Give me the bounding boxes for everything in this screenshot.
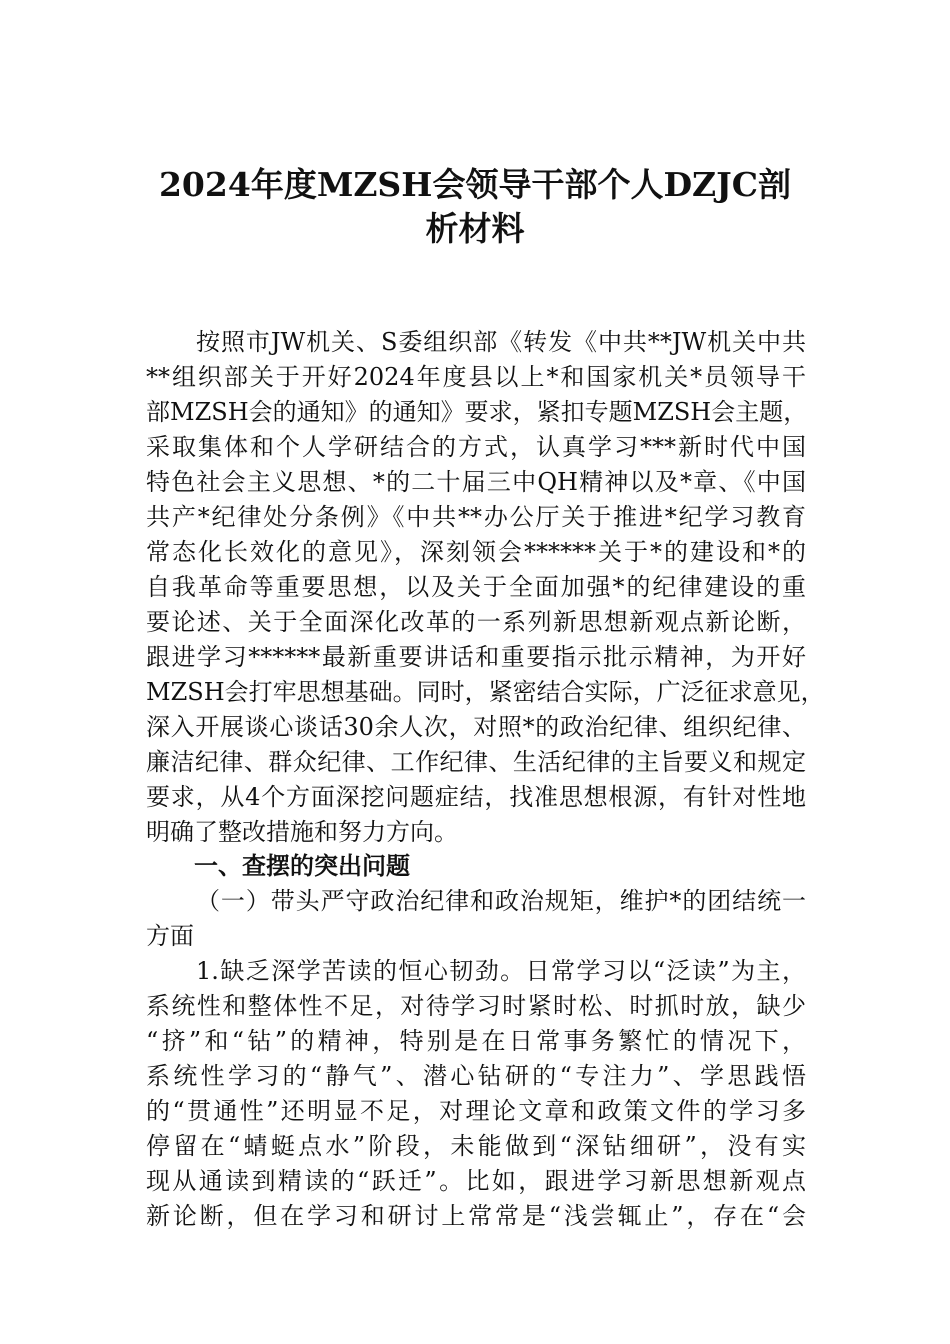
intro-line: MZSH会打牢思想基础。同时，紧密结合实际，广泛征求意见， xyxy=(146,678,825,706)
intro-line: **组织部关于开好2024年度县以上*和国家机关*员领导干 xyxy=(146,363,806,391)
item-line: 系统性学习的“静气”、潜心钻研的“专注力”、学思践悟 xyxy=(146,1062,806,1090)
item-line: 1.缺乏深学苦读的恒心韧劲。日常学习以“泛读”为主， xyxy=(196,957,806,985)
item-line: 现从通读到精读的“跃迁”。比如，跟进学习新思想新观点 xyxy=(146,1167,806,1195)
intro-line: 要论述、关于全面深化改革的一系列新思想新观点新论断， xyxy=(146,608,806,636)
document-title-line-1: 2024年度MZSH会领导干部个人DZJC剖 xyxy=(158,165,792,204)
intro-line: 跟进学习******最新重要讲话和重要指示批示精神，为开好 xyxy=(146,643,806,671)
subsection-heading-line-2: 方面 xyxy=(146,922,194,950)
intro-line: 特色社会主义思想、*的二十届三中QH精神以及*章、《中国 xyxy=(146,468,806,496)
intro-line: 按照市JW机关、S委组织部《转发《中共**JW机关中共 xyxy=(196,328,806,356)
intro-line: 明确了整改措施和努力方向。 xyxy=(146,818,458,846)
intro-line: 共产*纪律处分条例》《中共**办公厅关于推进*纪学习教育 xyxy=(146,503,806,531)
intro-line: 常态化长效化的意见》，深刻领会******关于*的建设和*的 xyxy=(146,538,806,566)
intro-line: 要求，从4个方面深挖问题症结，找准思想根源，有针对性地 xyxy=(146,783,806,811)
intro-line: 自我革命等重要思想，以及关于全面加强*的纪律建设的重 xyxy=(146,573,806,601)
intro-line: 部MZSH会的通知》的通知》要求，紧扣专题MZSH会主题， xyxy=(146,398,808,426)
item-line: 停留在“蜻蜓点水”阶段，未能做到“深钻细研”，没有实 xyxy=(146,1132,806,1160)
item-line: 系统性和整体性不足，对待学习时紧时松、时抓时放，缺少 xyxy=(146,992,806,1020)
intro-line: 采取集体和个人学研结合的方式，认真学习***新时代中国 xyxy=(146,433,806,461)
intro-line: 廉洁纪律、群众纪律、工作纪律、生活纪律的主旨要义和规定 xyxy=(146,748,806,776)
item-line: 新论断，但在学习和研讨上常常是“浅尝辄止”，存在“会 xyxy=(146,1202,806,1230)
section-heading: 一、查摆的突出问题 xyxy=(194,852,410,880)
item-line: 的“贯通性”还明显不足，对理论文章和政策文件的学习多 xyxy=(146,1097,806,1125)
item-line: “挤”和“钻”的精神，特别是在日常事务繁忙的情况下， xyxy=(146,1027,806,1055)
intro-line: 深入开展谈心谈话30余人次，对照*的政治纪律、组织纪律、 xyxy=(146,713,806,741)
subsection-heading-line-1: （一）带头严守政治纪律和政治规矩，维护*的团结统一 xyxy=(196,887,806,915)
document-title-line-2: 析材料 xyxy=(425,209,525,248)
